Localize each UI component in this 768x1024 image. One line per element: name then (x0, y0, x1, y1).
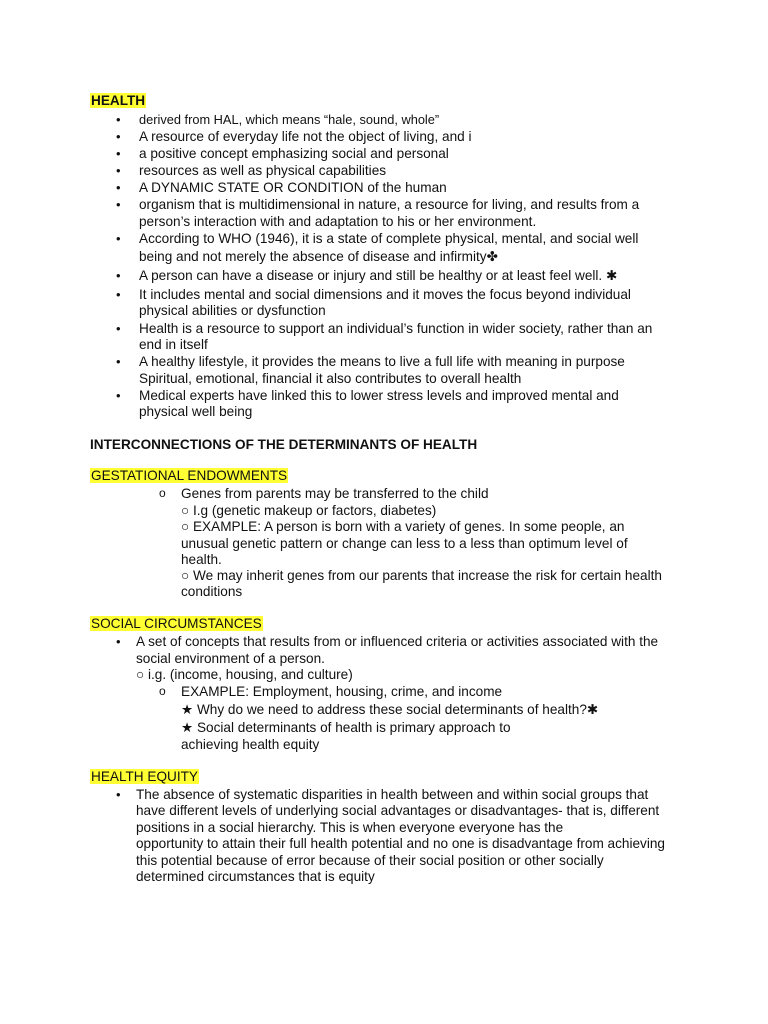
equity-title: HEALTH EQUITY (91, 769, 199, 784)
section-heading-equity (90, 768, 199, 785)
social-star-3: achieving health equity (181, 737, 320, 752)
gestational-sub-6: conditions (181, 584, 243, 599)
bullet-dot: • (116, 146, 121, 161)
health-bullet-7-line1: According to WHO (1946), it is a state of complete physical, mental, and social well (139, 231, 639, 246)
bullet-dot: • (116, 388, 121, 403)
bullet-dot: • (116, 268, 121, 283)
gestational-sub-1: ○ I.g (genetic makeup or factors, diabetes) (181, 503, 437, 518)
health-bullet-10-line1: Health is a resource to support an individual’s function in wider society, rather than an (139, 321, 653, 336)
social-ig: ○ i.g. (income, housing, and culture) (136, 667, 353, 682)
bullet-dot: • (116, 321, 121, 336)
health-bullet-6-line2: person’s interaction with and adaptation to his or her environment. (139, 214, 537, 229)
section-heading-social (90, 615, 263, 632)
bullet-dot: • (116, 634, 121, 649)
health-bullet-4: resources as well as physical capabilities (139, 163, 387, 178)
health-bullet-11-line1: A healthy lifestyle, it provides the means to live a full life with meaning in purpose (139, 354, 625, 369)
equity-line-1: The absence of systematic disparities in health between and within social groups that (136, 787, 649, 802)
health-bullet-5: A DYNAMIC STATE OR CONDITION of the human (139, 180, 447, 195)
bullet-dot: • (116, 163, 121, 178)
health-title: HEALTH (91, 93, 146, 108)
bullet-dot: • (116, 787, 121, 802)
social-title: SOCIAL CIRCUMSTANCES (91, 616, 262, 631)
bullet-dot: • (116, 354, 121, 369)
health-bullet-11-line2: Spiritual, emotional, financial it also contributes to overall health (139, 371, 522, 386)
equity-line-4: opportunity to attain their full health potential and no one is disadvantage from achieving (136, 836, 665, 851)
health-bullet-2: A resource of everyday life not the object of living, and i (139, 129, 472, 144)
health-bullet-1: derived from HAL, which means “hale, sound, whole” (139, 112, 440, 127)
gestational-sub-2: ○ EXAMPLE: A person is born with a variety of genes. In some people, an (181, 519, 625, 534)
health-bullet-6-line1: organism that is multidimensional in nature, a resource for living, and results from a (139, 197, 640, 212)
health-bullet-12-line2: physical well being (139, 404, 253, 419)
gestational-item: Genes from parents may be transferred to the child (181, 486, 489, 501)
equity-line-5: this potential because of error because of their social position or other socially (136, 853, 604, 868)
health-bullet-9-line2: physical abilities or dysfunction (139, 303, 326, 318)
equity-line-2: have different levels of underlying social advantages or disadvantages- that is, different (136, 803, 660, 818)
sub-bullet-o: o (159, 684, 166, 698)
bullet-dot: • (116, 231, 121, 246)
equity-line-3: positions in a social hierarchy. This is when everyone everyone has the (136, 820, 564, 835)
health-bullet-12-line1: Medical experts have linked this to lower stress levels and improved mental and (139, 388, 619, 403)
gestational-title: GESTATIONAL ENDOWMENTS (91, 468, 288, 483)
health-bullet-3: a positive concept emphasizing social and personal (139, 146, 449, 161)
sub-bullet-o: o (159, 486, 166, 500)
section-heading-gestational (90, 467, 288, 484)
gestational-sub-4: health. (181, 552, 222, 567)
social-bullet-line1: A set of concepts that results from or influenced criteria or activities associated with the (136, 634, 659, 649)
gestational-sub-5: ○ We may inherit genes from our parents that increase the risk for certain health (181, 568, 662, 583)
bullet-dot: • (116, 129, 121, 144)
gestational-sub-3: unusual genetic pattern or change can less to a less than optimum level of (181, 536, 628, 551)
health-bullet-7-line2: being and not merely the absence of disease and infirmity✤ (139, 249, 498, 264)
health-bullet-8: A person can have a disease or injury and still be healthy or at least feel well. ✱ (139, 268, 618, 283)
social-star-2: ★ Social determinants of health is primary approach to (181, 720, 511, 735)
social-star-1: ★ Why do we need to address these social determinants of health?✱ (181, 702, 599, 717)
bullet-dot: • (116, 180, 121, 195)
bullet-dot: • (116, 197, 121, 212)
equity-line-6: determined circumstances that is equity (136, 869, 375, 884)
social-example: EXAMPLE: Employment, housing, crime, and income (181, 684, 503, 699)
social-bullet-line2: social environment of a person. (136, 651, 325, 666)
section-heading-health (90, 92, 146, 109)
section-heading-interconnections: INTERCONNECTIONS OF THE DETERMINANTS OF HEALTH (90, 437, 478, 452)
health-bullet-10-line2: end in itself (139, 337, 208, 352)
health-bullet-9-line1: It includes mental and social dimensions and it moves the focus beyond individual (139, 287, 631, 302)
bullet-dot: • (116, 112, 121, 127)
bullet-dot: • (116, 287, 121, 302)
